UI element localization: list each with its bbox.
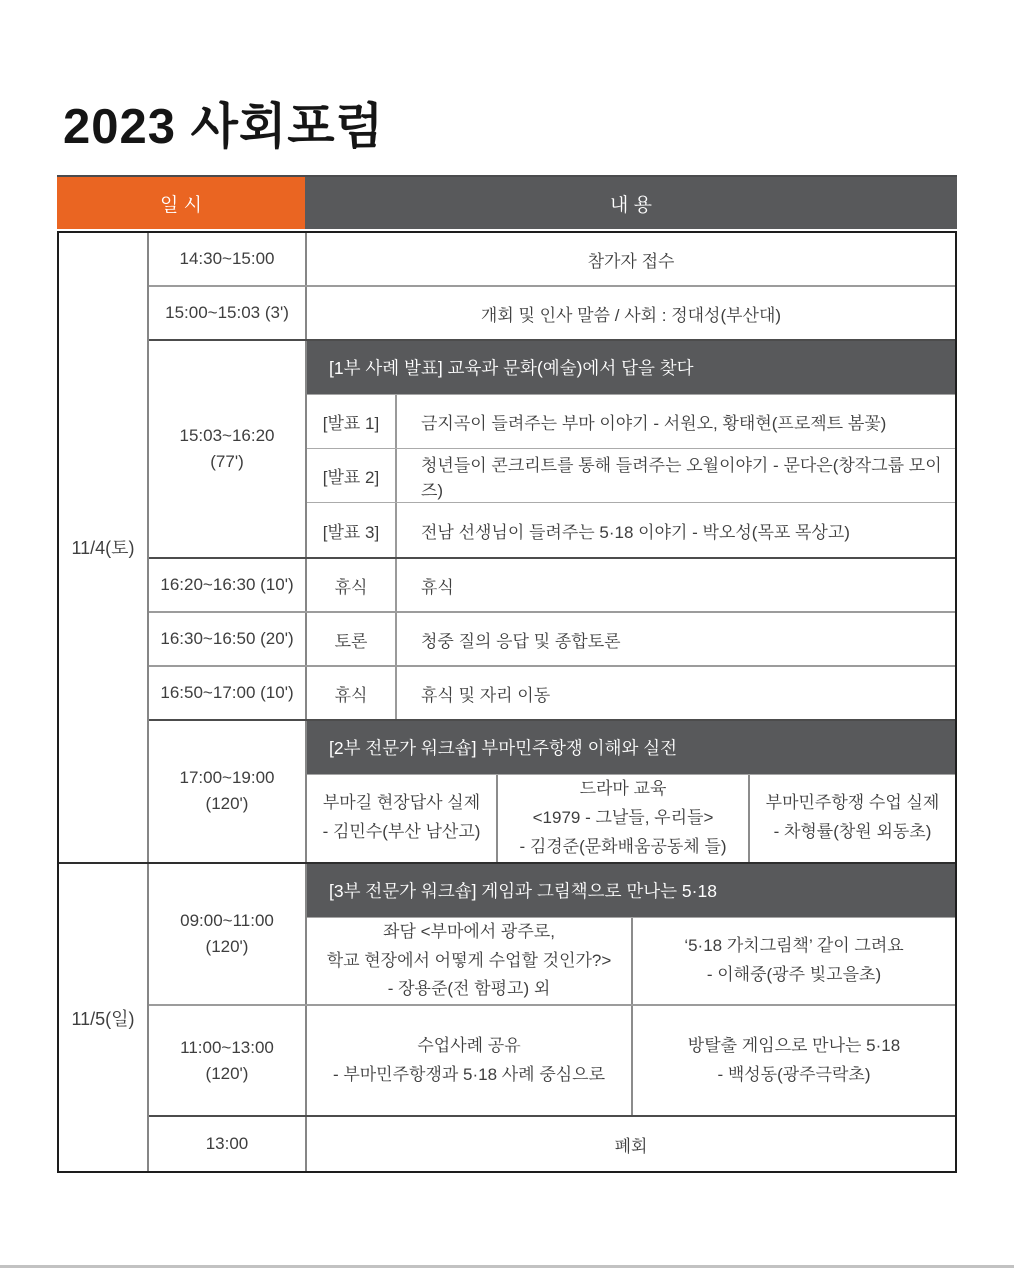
table-row-reception bbox=[149, 233, 955, 287]
table-rowgroup-part1 bbox=[149, 341, 955, 559]
event-text: 폐회 bbox=[614, 1136, 648, 1156]
event-text: 참가자 접수 bbox=[587, 251, 675, 271]
section-banner-part3: [3부 전문가 워크숍] 게임과 그림책으로 만나는 5·18 bbox=[307, 864, 955, 918]
time-range: 17:00~19:00 bbox=[179, 767, 275, 787]
workshop-cell-drama: 드라마 교육 <1979 - 그날들, 우리들> - 김경준(문화배움공동체 들) bbox=[498, 775, 750, 862]
row-type-label: 토론 bbox=[307, 613, 397, 665]
event-text: 청중 질의 응답 및 종합토론 bbox=[421, 631, 621, 651]
time-cell bbox=[149, 341, 307, 557]
schedule-table bbox=[57, 175, 957, 1173]
day-block-sat bbox=[59, 233, 955, 862]
time-cell: 16:50~17:00 (10') bbox=[149, 667, 307, 719]
table-header-row bbox=[57, 175, 957, 229]
time-duration: (120') bbox=[205, 794, 249, 814]
table-row-sharing bbox=[149, 1006, 955, 1117]
day-block-sun bbox=[59, 862, 955, 1172]
table-body bbox=[57, 231, 957, 1173]
event-text: 전남 선생님이 들려주는 5·18 이야기 - 박오성(목포 목상고) bbox=[421, 522, 850, 542]
workshop-columns bbox=[307, 1006, 955, 1115]
row-type-label: 휴식 bbox=[307, 559, 397, 611]
part2-stack bbox=[307, 721, 955, 862]
table-row-break1 bbox=[149, 559, 955, 613]
time-duration: (120') bbox=[205, 937, 249, 956]
table-row-closing bbox=[149, 1117, 955, 1171]
page-title: 2023 사회포럼 bbox=[63, 100, 384, 154]
day-rows bbox=[149, 864, 955, 1172]
event-text: 청년들이 콘크리트를 통해 들려주는 오월이야기 - 문다은(창작그룹 모이즈) bbox=[421, 455, 942, 500]
time-range: 11:00~13:00 bbox=[180, 1037, 274, 1057]
event-text: 휴식 bbox=[421, 577, 454, 597]
workshop-cell-case-share: 수업사례 공유 - 부마민주항쟁과 5·18 사례 중심으로 bbox=[307, 1006, 633, 1115]
date-cell: 11/5(일) bbox=[59, 864, 149, 1172]
part1-stack bbox=[307, 341, 955, 557]
time-cell bbox=[149, 864, 307, 1005]
workshop-columns bbox=[307, 918, 955, 1005]
table-row-presentation3 bbox=[307, 503, 955, 557]
workshop-cell-field-trip: 부마길 현장답사 실제 - 김민수(부산 남산고) bbox=[307, 775, 498, 862]
time-cell: 16:30~16:50 (20') bbox=[149, 613, 307, 665]
time-range: 09:00~11:00 bbox=[180, 910, 274, 930]
workshop-cell-picturebook: ‘5·18 가치그림책’ 같이 그려요 - 이해중(광주 빛고을초) bbox=[684, 936, 904, 984]
event-text: 개회 및 인사 말씀 / 사회 : 정대성(부산대) bbox=[480, 305, 782, 325]
table-row-opening bbox=[149, 287, 955, 341]
time-cell: 14:30~15:00 bbox=[149, 233, 307, 285]
section-banner-part1: [1부 사례 발표] 교육과 문화(예술)에서 답을 찾다 bbox=[307, 341, 955, 395]
time-cell: 13:00 bbox=[149, 1117, 307, 1171]
table-rowgroup-part3 bbox=[149, 864, 955, 1007]
header-cell-content: 내 용 bbox=[305, 177, 957, 229]
event-text: 휴식 및 자리 이동 bbox=[421, 685, 551, 705]
workshop-cell-talk: 좌담 <부마에서 광주로, 학교 현장에서 어떻게 수업할 것인가?> - 장용준(전 함평고) 외 bbox=[307, 918, 633, 1005]
table-row-break2 bbox=[149, 667, 955, 721]
time-cell bbox=[149, 721, 307, 862]
row-type-label: 휴식 bbox=[307, 667, 397, 719]
presentation-label: [발표 3] bbox=[307, 503, 397, 557]
table-rowgroup-part2 bbox=[149, 721, 955, 862]
time-cell bbox=[149, 1006, 307, 1115]
table-row-presentation1 bbox=[307, 395, 955, 449]
presentation-label: [발표 1] bbox=[307, 395, 397, 448]
table-row-presentation2 bbox=[307, 449, 955, 503]
workshop-cell-lesson: 부마민주항쟁 수업 실제 - 차형률(창원 외동초) bbox=[765, 793, 940, 842]
day-rows bbox=[149, 233, 955, 862]
time-range: 15:03~16:20 bbox=[179, 425, 275, 445]
header-cell-datetime: 일 시 bbox=[57, 177, 305, 229]
time-cell: 15:00~15:03 (3') bbox=[149, 287, 307, 339]
workshop-columns bbox=[307, 775, 955, 862]
time-duration: (77') bbox=[210, 452, 244, 471]
part3-stack bbox=[307, 864, 955, 1005]
presentation-label: [발표 2] bbox=[307, 449, 397, 502]
workshop-cell-escape-game: 방탈출 게임으로 만나는 5·18 - 백성동(광주극락초) bbox=[687, 1035, 901, 1084]
section-banner-part2: [2부 전문가 워크숍] 부마민주항쟁 이해와 실전 bbox=[307, 721, 955, 775]
time-duration: (120') bbox=[205, 1063, 249, 1083]
date-cell: 11/4(토) bbox=[59, 233, 149, 862]
time-cell: 16:20~16:30 (10') bbox=[149, 559, 307, 611]
event-text: 금지곡이 들려주는 부마 이야기 - 서원오, 황태현(프로젝트 봄꽃) bbox=[421, 414, 887, 433]
table-row-discussion bbox=[149, 613, 955, 667]
